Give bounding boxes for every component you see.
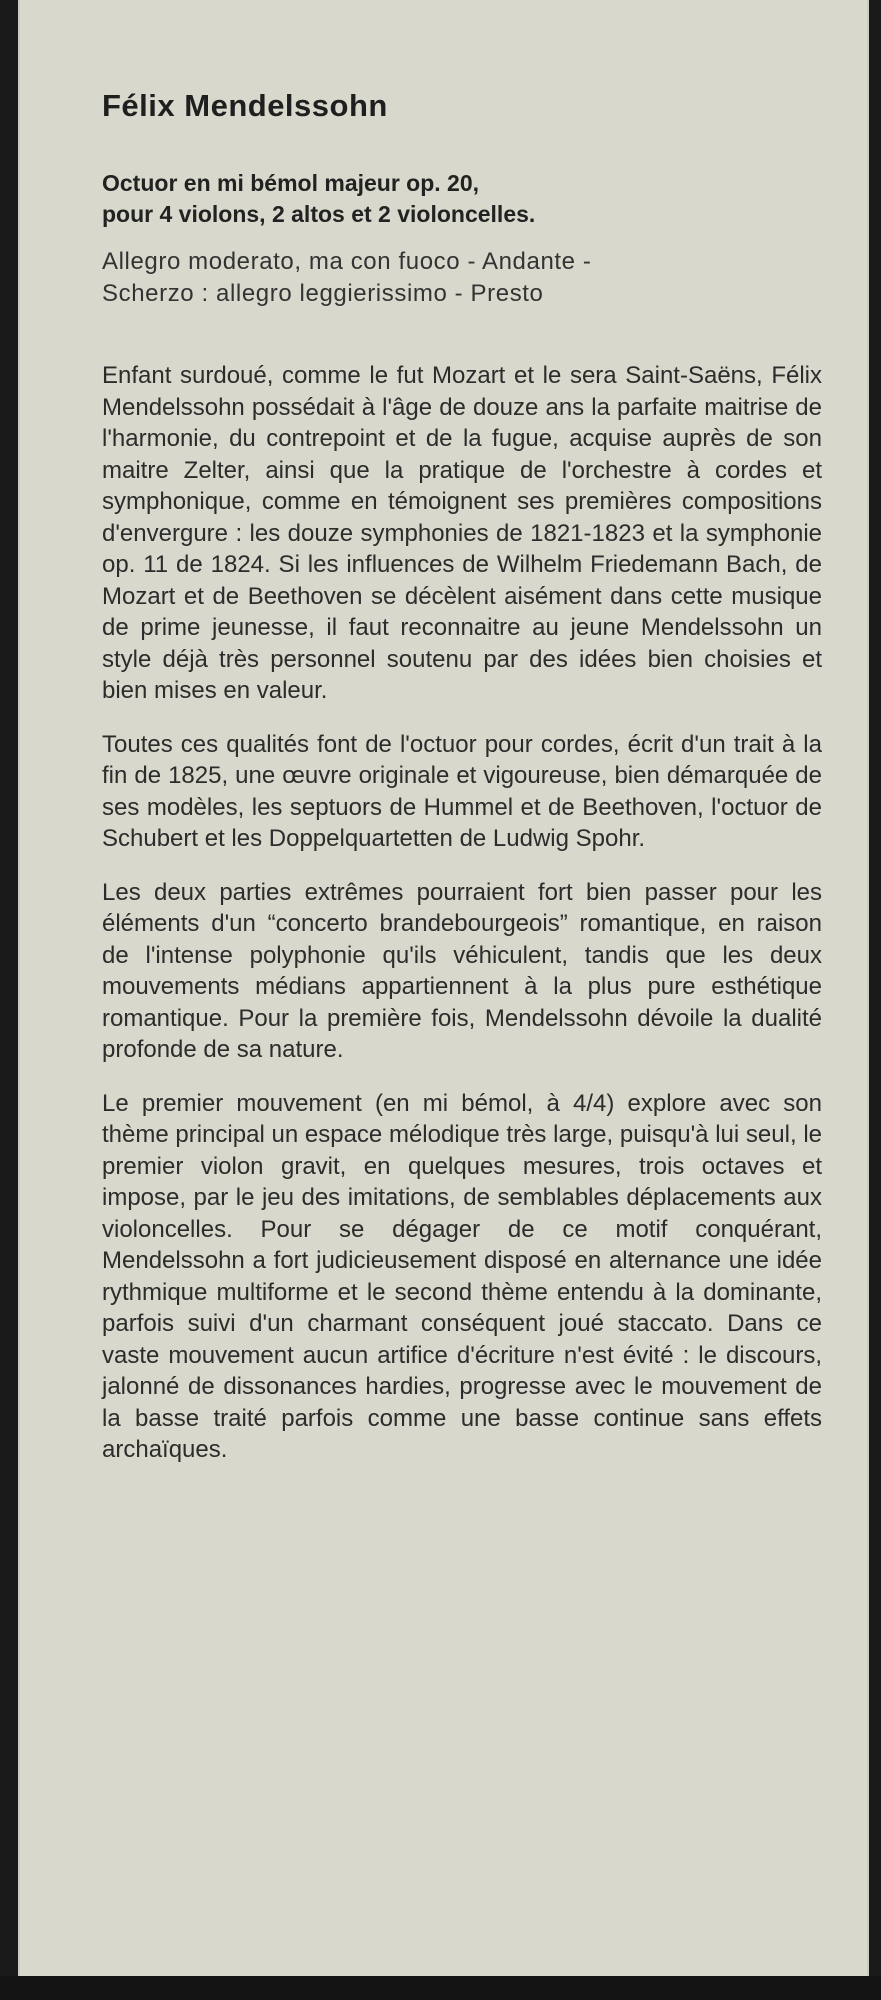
scan-bottom-edge [0, 1976, 881, 2000]
composer-title: Félix Mendelssohn [102, 88, 388, 123]
work-title-line-1: Octuor en mi bémol majeur op. 20, [102, 170, 480, 196]
document-content [102, 88, 822, 1488]
paragraph-3: Les deux parties extrêmes pourraient fort bien passer pour les éléments d'un “concerto brandebourgeois” romantique, en raison de l'intense polyphonie qu'ils véhiculent, tandis que les deux mouvements médians appartiennent à la plus pure esthétique romantique. Pour la première fois, Mendelssohn dévoile la dualité profonde de sa nature. [102, 878, 822, 1063]
movements-line-1: Allegro moderato, ma con fuoco - Andante - [102, 248, 592, 275]
movements-line-2: Scherzo : allegro leggierissimo - Presto [102, 280, 544, 307]
paragraph-2: Toutes ces qualités font de l'octuor pour cordes, écrit d'un trait à la fin de 1825, une œuvre originale et vigoureuse, bien démarquée de ses modèles, les septuors de Hummel et de Beethoven, l'octuor de Schubert et les Doppelquartetten de Ludwig Spohr. [102, 730, 822, 852]
paragraph-1: Enfant surdoué, comme le fut Mozart et le sera Saint-Saëns, Félix Mendelssohn possédait à l'âge de douze ans la parfaite maitrise de l'harmonie, du contrepoint et de la fugue, acquise auprès de son maitre Zelter, ainsi que la pratique de l'orchestre à cordes et symphonique, comme en témoignent ses premières compositions d'envergure : les douze symphonies de 1821-1823 et la symphonie op. 11 de 1824. Si les influences de Wilhelm Friedemann Bach, de Mozart et de Beethoven se décèlent aisément dans cette musique de prime jeunesse, il faut reconnaitre au jeune Mendelssohn un style déjà très personnel soutenu par des idées bien choisies et bien mises en valeur. [102, 362, 822, 704]
document-page [18, 0, 869, 1976]
work-title [102, 168, 822, 230]
movements-list [102, 246, 822, 310]
work-title-line-2: pour 4 violons, 2 altos et 2 violoncelles. [102, 201, 536, 227]
paragraph-4: Le premier mouvement (en mi bémol, à 4/4) explore avec son thème principal un espace mélodique très large, puisqu'à lui seul, le premier violon gravit, en quelques mesures, trois octaves et impose, par le jeu des imitations, de semblables déplacements aux violoncelles. Pour se dégager de ce motif conquérant, Mendelssohn a fort judicieusement disposé en alternance une idée rythmique multiforme et le second thème entendu à la dominante, parfois suivi d'un charmant conséquent joué staccato. Dans ce vaste mouvement aucun artifice d'écriture n'est évité : le discours, jalonné de dissonances hardies, progresse avec le mouvement de la basse traité parfois comme une basse continue sans effets archaïques. [102, 1089, 822, 1463]
